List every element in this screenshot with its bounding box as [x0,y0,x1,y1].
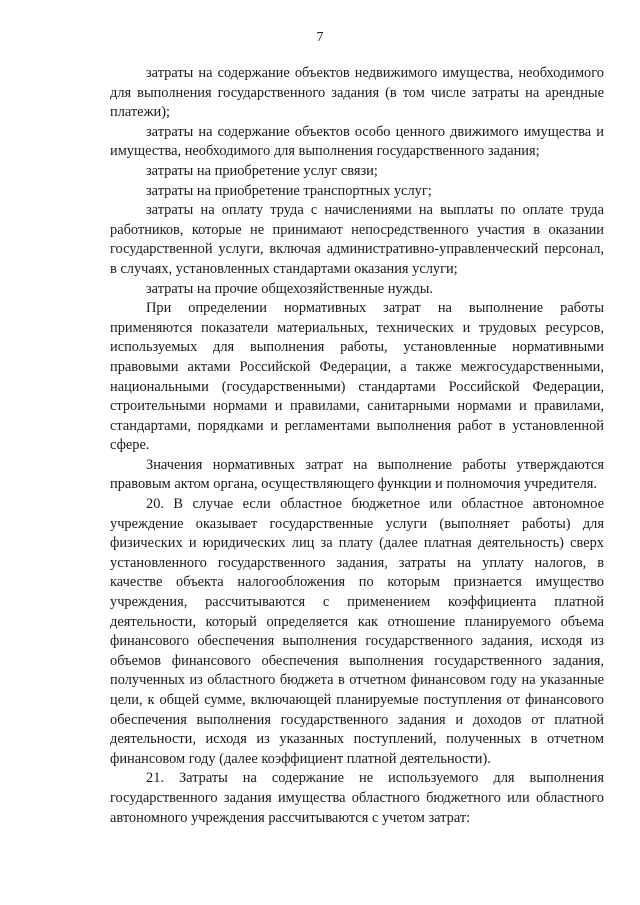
paragraph-transport-costs: затраты на приобретение транспортных услуг; [146,182,432,199]
paragraph-work-norms: При определении нормативных затрат на выполнение работы применяются показатели материальных, технических и трудовых ресурсов, используемых для выполнения работы, установленные нормативными правовыми актами Российской Федерации, а также межгосударственными, национальными (государственными) стандартами Российской Федерации, строительными нормами и правилами, санитарными нормами и правилами, стандартами, порядками и регламентами выполнения работ в установленной сфере. [110,300,604,454]
paragraph-clause-21: 21. Затраты на содержание не используемого для выполнения государственного задания имущества областного бюджетного или областного автономного учреждения рассчитываются с учетом затрат: [110,770,604,826]
paragraph-other-needs: затраты на прочие общехозяйственные нужды. [146,280,433,297]
paragraph-real-estate-costs: затраты на содержание объектов недвижимого имущества, необходимого для выполнения государственного задания (в том числе затраты на арендные платежи); [110,65,604,121]
paragraph-movable-property-costs: затраты на содержание объектов особо ценного движимого имущества и имущества, необходимого для выполнения государственного задания; [110,123,604,160]
document-body [110,64,604,828]
paragraph-norms-approval: Значения нормативных затрат на выполнение работы утверждаются правовым актом органа, осуществляющего функции и полномочия учредителя. [110,456,604,493]
page-number: 7 [316,30,324,45]
paragraph-labor-costs: затраты на оплату труда с начислениями на выплаты по оплате труда работников, которые не принимают непосредственного участия в оказании государственной услуги, включая административно-управленческий персонал, в случаях, установленных стандартами оказания услуги; [110,202,604,277]
paragraph-communication-costs: затраты на приобретение услуг связи; [146,162,378,179]
paragraph-clause-20: 20. В случае если областное бюджетное или областное автономное учреждение оказывает государственные услуги (выполняет работы) для физических и юридических лиц за плату (далее платная деятельность) сверх установленного государственного задания, затраты на уплату налогов, в качестве объекта налогообложения по которым признается имущество учреждения, рассчитываются с применением коэффициента платной деятельности, который определяется как отношение планируемого объема финансового обеспечения выполнения государственного задания, исходя из объемов финансового обеспечения выполнения государственного задания, полученных из областного бюджета в отчетном финансовом году на указанные цели, к общей сумме, включающей планируемые поступления от финансового обеспечения выполнения государственного задания и доходов от платной деятельности, исходя из указанных поступлений, полученных в отчетном финансовом году (далее коэффициент платной деятельности). [110,496,604,767]
